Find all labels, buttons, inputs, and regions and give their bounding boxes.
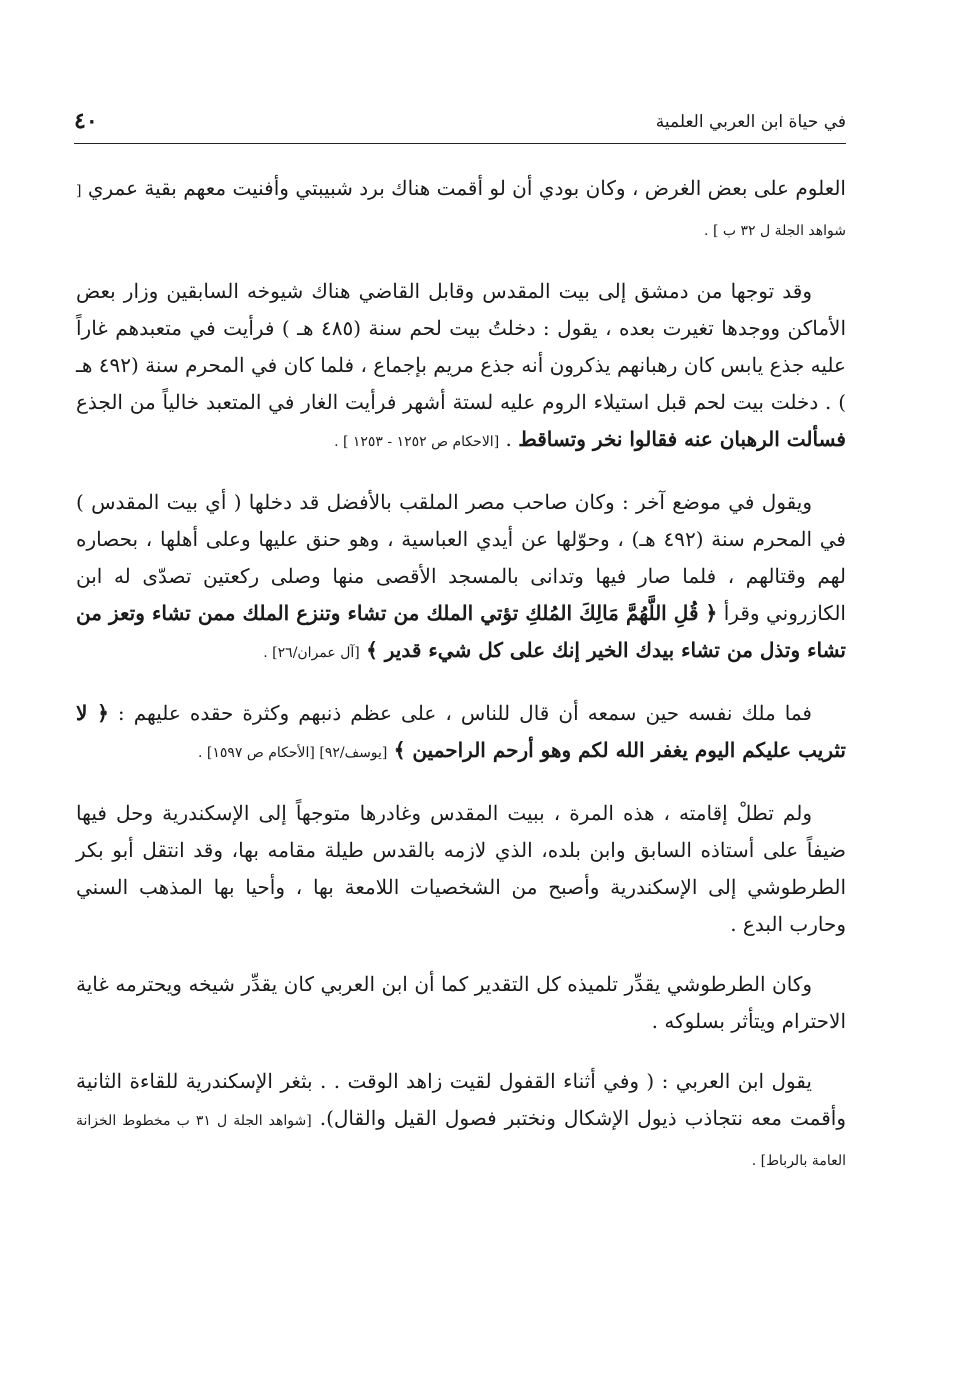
page-header — [74, 108, 846, 138]
text-run: . — [499, 427, 519, 451]
paragraph — [76, 1063, 846, 1180]
paragraph — [76, 695, 846, 772]
text-run: ولم تطلْ إقامته ، هذه المرة ، ببيت المقدس وغادرها متوجهاً إلى الإسكندرية وحل فيها ضيفاً على أستاذه السابق وابن بلده، الذي لازمه بالقدس طيلة مقامه بها، وقد انتقل أبو بكر الطرطوشي إلى الإسكندرية وأصبح من الشخصيات اللامعة بها ، وأحيا بها المذهب السني وحارب البدع . — [76, 801, 846, 936]
source-citation: [شواهد الجلة ل ٣١ ب مخطوط الخزانة العامة بالرباط] . — [76, 1113, 846, 1169]
page-number: ٤٠ — [74, 108, 98, 134]
paragraph — [76, 966, 846, 1040]
text-run: وكان الطرطوشي يقدِّر تلميذه كل التقدير كما أن ابن العربي كان يقدِّر شيخه ويحترمه غاية الاحترام ويتأثر بسلوكه . — [76, 972, 846, 1033]
quoted-text: فسألت الرهبان عنه فقالوا نخر وتساقط — [518, 427, 846, 451]
paragraph — [76, 170, 846, 250]
paragraph — [76, 795, 846, 943]
running-title: في حياة ابن العربي العلمية — [655, 112, 846, 132]
header-rule — [74, 143, 846, 144]
paragraph — [76, 273, 846, 461]
quoted-text: ﴿ قُلِ اللَّهُمَّ مَالِكَ المُلكِ تؤتي الملك من تشاء وتنزع الملك ممن تشاء وتعز من تشاء وتذل من تشاء بيدك الخير إنك على كل شيء قدير ﴾ — [76, 601, 846, 662]
source-citation: [يوسف/٩٢] [الأحكام ص ١٥٩٧] . — [197, 745, 388, 761]
quoted-text: ﴿ لا تثريب عليكم اليوم يغفر الله لكم وهو أرحم الراحمين ﴾ — [76, 701, 846, 762]
text-run: ويقول في موضع آخر : وكان صاحب مصر الملقب بالأفضل قد دخلها ( أي بيت المقدس ) في المحرم سنة (٤٩٢ هـ) ، وحوّلها عن أيدي العباسية ، وهو حنق عليها وعلى أهلها ، بحصاره لهم وقتالهم ، فلما صار فيها وتدانى بالمسجد الأقصى منها وصلى ركعتين تصدّى له ابن الكازروني وقرأ — [76, 490, 846, 625]
source-citation: [آل عمران/٢٦] . — [263, 645, 360, 661]
text-run: يقول ابن العربي : ( وفي أثناء القفول لقيت زاهد الوقت . . بثغر الإسكندرية للقاءة الثانية وأقمت معه نتجاذب ذيول الإشكال ونختبر فصول القيل والقال). — [76, 1069, 846, 1130]
source-citation: [الاحكام ص ١٢٥٢ - ١٢٥٣ ] . — [334, 434, 500, 450]
text-run: وقد توجها من دمشق إلى بيت المقدس وقابل القاضي هناك شيوخه السابقين وزار بعض الأماكن ووجدها تغيرت بعده ، يقول : دخلتُ بيت لحم سنة (٤٨٥ هـ ) فرأيت في متعبدهم غاراً عليه جذع يابس كان رهبانهم يذكرون أنه جذع مريم بإجماع ، فلما كان في المحرم سنة (٤٩٢ هـ ) . دخلت بيت لحم قبل استيلاء الروم عليه لستة أشهر فرأيت الغار في المتعبد خالياً من الجذع — [76, 279, 846, 414]
paragraph — [76, 484, 846, 672]
source-citation: [ شواهد الجلة ل ٣٢ ب ] . — [76, 183, 846, 239]
text-run: فما ملك نفسه حين سمعه أن قال للناس ، على عظم ذنبهم وكثرة حقده عليهم : — [108, 701, 812, 725]
text-run: العلوم على بعض الغرض ، وكان بودي أن لو أقمت هناك برد شبيبتي وأفنيت معهم بقية عمري — [81, 176, 846, 200]
body-text — [76, 170, 846, 1203]
